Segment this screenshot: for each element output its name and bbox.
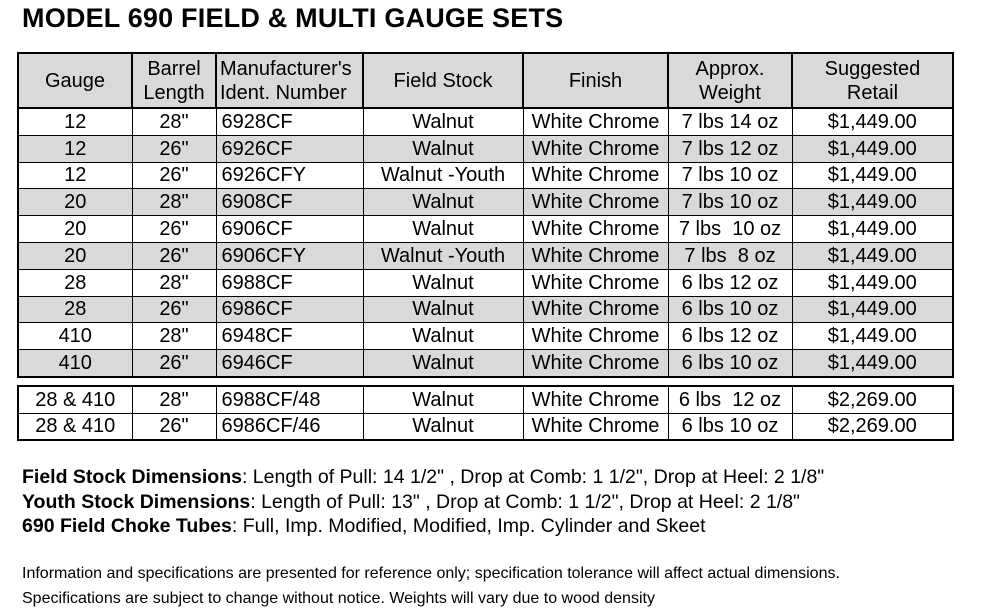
- cell-barrel-length: 26": [132, 296, 216, 323]
- cell-finish: White Chrome: [523, 242, 668, 269]
- cell-field-stock: Walnut: [363, 108, 523, 135]
- cell-field-stock: Walnut: [363, 135, 523, 162]
- note-youth-stock: Youth Stock Dimensions: Length of Pull: 13" , Drop at Comb: 1 1/2", Drop at Heel: 2 1/8": [22, 490, 800, 513]
- cell-ident-number: 6948CF: [216, 323, 363, 350]
- cell-weight: 7 lbs 10 oz: [668, 162, 792, 189]
- cell-retail: $1,449.00: [792, 269, 953, 296]
- cell-ident-number: 6928CF: [216, 108, 363, 135]
- cell-finish: White Chrome: [523, 216, 668, 243]
- cell-weight: 7 lbs 8 oz: [668, 242, 792, 269]
- cell-gauge: 12: [18, 162, 132, 189]
- cell-ident-number: 6988CF/48: [216, 386, 363, 413]
- cell-retail: $1,449.00: [792, 323, 953, 350]
- cell-barrel-length: 26": [132, 216, 216, 243]
- cell-ident-number: 6986CF/46: [216, 413, 363, 440]
- cell-gauge: 28 & 410: [18, 413, 132, 440]
- header-barrel-length: Barrel Length: [132, 53, 216, 108]
- cell-barrel-length: 28": [132, 323, 216, 350]
- cell-weight: 6 lbs 10 oz: [668, 296, 792, 323]
- cell-finish: White Chrome: [523, 269, 668, 296]
- cell-field-stock: Walnut: [363, 413, 523, 440]
- cell-retail: $1,449.00: [792, 242, 953, 269]
- cell-weight: 6 lbs 12 oz: [668, 323, 792, 350]
- cell-ident-number: 6986CF: [216, 296, 363, 323]
- cell-field-stock: Walnut: [363, 386, 523, 413]
- cell-finish: White Chrome: [523, 189, 668, 216]
- table-row: [18, 162, 953, 189]
- cell-weight: 7 lbs 12 oz: [668, 135, 792, 162]
- header-ident-number: Manufacturer's Ident. Number: [216, 53, 363, 108]
- cell-ident-number: 6908CF: [216, 189, 363, 216]
- table-row: [18, 296, 953, 323]
- cell-field-stock: Walnut -Youth: [363, 162, 523, 189]
- cell-barrel-length: 26": [132, 135, 216, 162]
- cell-weight: 7 lbs 10 oz: [668, 189, 792, 216]
- disclaimer-line: Information and specifications are presented for reference only; specification tolerance will affect actual dimensions.: [22, 565, 840, 582]
- cell-weight: 6 lbs 12 oz: [668, 386, 792, 413]
- header-finish: Finish: [523, 53, 668, 108]
- cell-weight: 6 lbs 10 oz: [668, 350, 792, 377]
- cell-field-stock: Walnut -Youth: [363, 242, 523, 269]
- table-row: [18, 135, 953, 162]
- cell-weight: 7 lbs 10 oz: [668, 216, 792, 243]
- cell-finish: White Chrome: [523, 162, 668, 189]
- spec-table: [17, 52, 954, 378]
- cell-gauge: 20: [18, 189, 132, 216]
- cell-finish: White Chrome: [523, 108, 668, 135]
- table-row: [18, 413, 953, 440]
- table-row: [18, 216, 953, 243]
- cell-ident-number: 6926CF: [216, 135, 363, 162]
- cell-field-stock: Walnut: [363, 189, 523, 216]
- spec-notes: [22, 465, 824, 539]
- cell-field-stock: Walnut: [363, 323, 523, 350]
- cell-barrel-length: 26": [132, 350, 216, 377]
- cell-retail: $1,449.00: [792, 189, 953, 216]
- cell-ident-number: 6906CF: [216, 216, 363, 243]
- cell-ident-number: 6906CFY: [216, 242, 363, 269]
- note-choke-tubes: 690 Field Choke Tubes: Full, Imp. Modified, Modified, Imp. Cylinder and Skeet: [22, 515, 706, 537]
- cell-retail: $1,449.00: [792, 135, 953, 162]
- table-row: [18, 108, 953, 135]
- cell-barrel-length: 26": [132, 413, 216, 440]
- cell-weight: 7 lbs 14 oz: [668, 108, 792, 135]
- cell-weight: 6 lbs 10 oz: [668, 413, 792, 440]
- cell-barrel-length: 28": [132, 269, 216, 296]
- cell-finish: White Chrome: [523, 323, 668, 350]
- header-field-stock: Field Stock: [363, 53, 523, 108]
- table-row: [18, 242, 953, 269]
- header-weight: Approx. Weight: [668, 53, 792, 108]
- page-title: MODEL 690 FIELD & MULTI GAUGE SETS: [22, 3, 564, 33]
- cell-gauge: 20: [18, 216, 132, 243]
- cell-barrel-length: 26": [132, 162, 216, 189]
- cell-barrel-length: 28": [132, 386, 216, 413]
- cell-weight: 6 lbs 12 oz: [668, 269, 792, 296]
- cell-retail: $1,449.00: [792, 296, 953, 323]
- disclaimer-line: Specifications are subject to change without notice. Weights will vary due to wood density: [22, 590, 655, 607]
- cell-finish: White Chrome: [523, 413, 668, 440]
- cell-retail: $1,449.00: [792, 350, 953, 377]
- cell-gauge: 28 & 410: [18, 386, 132, 413]
- cell-retail: $1,449.00: [792, 216, 953, 243]
- header-gauge: Gauge: [18, 53, 132, 108]
- cell-gauge: 410: [18, 323, 132, 350]
- cell-barrel-length: 28": [132, 189, 216, 216]
- cell-gauge: 12: [18, 108, 132, 135]
- note-field-stock: Field Stock Dimensions: Length of Pull: 14 1/2" , Drop at Comb: 1 1/2", Drop at Heel: 2 1/8": [22, 466, 825, 488]
- cell-finish: White Chrome: [523, 135, 668, 162]
- cell-ident-number: 6988CF: [216, 269, 363, 296]
- table-row: [18, 350, 953, 377]
- cell-gauge: 12: [18, 135, 132, 162]
- cell-finish: White Chrome: [523, 386, 668, 413]
- cell-retail: $1,449.00: [792, 162, 953, 189]
- table-row: [18, 189, 953, 216]
- cell-ident-number: 6946CF: [216, 350, 363, 377]
- header-retail: Suggested Retail: [792, 53, 953, 108]
- header-row: [18, 53, 953, 108]
- table-row: [18, 269, 953, 296]
- table-row: [18, 386, 953, 413]
- cell-retail: $2,269.00: [792, 413, 953, 440]
- multi-gauge-table: [17, 385, 954, 441]
- cell-barrel-length: 26": [132, 242, 216, 269]
- cell-field-stock: Walnut: [363, 269, 523, 296]
- cell-barrel-length: 28": [132, 108, 216, 135]
- cell-retail: $2,269.00: [792, 386, 953, 413]
- cell-field-stock: Walnut: [363, 216, 523, 243]
- cell-gauge: 28: [18, 269, 132, 296]
- cell-field-stock: Walnut: [363, 350, 523, 377]
- disclaimer: [22, 561, 840, 611]
- table-row: [18, 323, 953, 350]
- cell-finish: White Chrome: [523, 296, 668, 323]
- cell-retail: $1,449.00: [792, 108, 953, 135]
- cell-field-stock: Walnut: [363, 296, 523, 323]
- cell-gauge: 20: [18, 242, 132, 269]
- cell-gauge: 28: [18, 296, 132, 323]
- cell-ident-number: 6926CFY: [216, 162, 363, 189]
- cell-finish: White Chrome: [523, 350, 668, 377]
- cell-gauge: 410: [18, 350, 132, 377]
